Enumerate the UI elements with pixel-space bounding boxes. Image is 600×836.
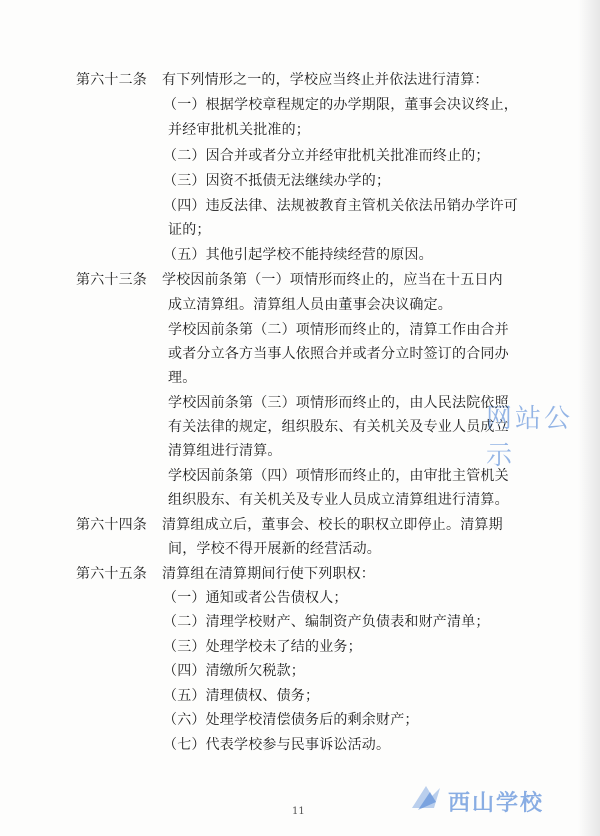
article-62-item-1: （一）根据学校章程规定的办学期限，董事会决议终止， [163,97,518,113]
watermark-logo-text: 西山学校 [448,791,545,816]
article-63-p3-line1: 学校因前条第（三）项情形而终止的，由人民法院依照 [168,395,509,411]
article-63-p2-line3: 理。 [168,370,197,386]
article-63-p3-line2: 有关法律的规定，组织股东、有关机关及专业人员成立 [168,419,509,435]
article-62-label: 第六十二条 [76,72,147,88]
article-65-label: 第六十五条 [76,566,147,582]
article-65-item-2: （二）清理学校财产、编制资产负债表和财产清单； [163,614,490,630]
article-64-label: 第六十四条 [76,517,147,533]
article-63-p1-line2: 成立清算组。清算组人员由董事会决议确定。 [168,297,452,313]
article-64-line2: 间，学校不得开展新的经营活动。 [168,541,381,557]
article-63-p1-line1: 学校因前条第（一）项情形而终止的，应当在十五日内 [162,272,503,288]
article-63-p2-line2: 或者分立各方当事人依照合并或者分立时签订的合同办 [168,346,509,362]
article-62-text: 有下列情形之一的，学校应当终止并依法进行清算： [162,72,489,88]
article-63-p3-line3: 清算组进行清算。 [168,443,282,459]
article-63-p2-line1: 学校因前条第（二）项情形而终止的，清算工作由合并 [168,322,509,338]
article-64-line1: 清算组成立后，董事会、校长的职权立即停止。清算期 [162,517,503,533]
article-62-item-1-cont: 并经审批机关批准的； [168,122,310,138]
article-65-item-5: （五）清理债权、债务； [163,688,320,704]
article-65-text: 清算组在清算期间行使下列职权： [162,566,375,582]
watermark-side-text: 网站公示 [486,404,574,471]
article-62-item-5: （五）其他引起学校不能持续经营的原因。 [163,247,433,263]
article-63-label: 第六十三条 [76,272,147,288]
article-62-item-2: （二）因合并或者分立并经审批机关批准而终止的； [163,148,490,164]
article-65-item-1: （一）通知或者公告债权人； [163,590,348,606]
article-65-item-3: （三）处理学校未了结的业务； [163,639,362,655]
article-62-item-3: （三）因资不抵债无法继续办学的； [163,173,391,189]
article-63-p4-line1: 学校因前条第（四）项情形而终止的，由审批主管机关 [168,468,509,484]
article-62-item-4: （四）违反法律、法规被教育主管机关依法吊销办学许可 [163,198,518,214]
page-number: 11 [292,806,305,817]
article-62-item-4-cont: 证的； [168,222,211,238]
article-65-item-6: （六）处理学校清偿债务后的剩余财产； [163,712,419,728]
article-63-p4-line2: 组织股东、有关机关及专业人员成立清算组进行清算。 [168,492,509,508]
article-65-item-7: （七）代表学校参与民事诉讼活动。 [163,737,391,753]
article-65-item-4: （四）清缴所欠税款； [163,663,305,679]
